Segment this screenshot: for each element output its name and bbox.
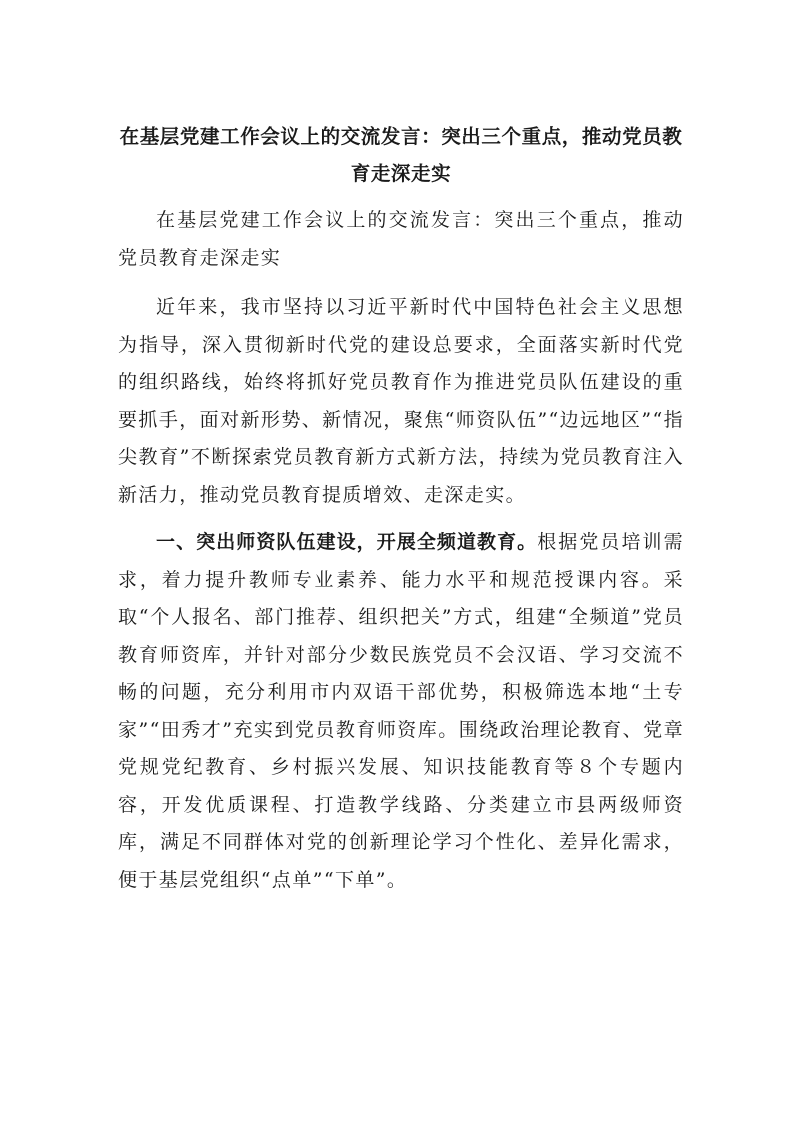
section-1-body: 根据党员培训需求，着力提升教师专业素养、能力水平和规范授课内容。采取“个人报名、部门推荐、组织把关”方式，组建“全频道”党员教育师资库，并针对部分少数民族党员不会汉语、学习交流不畅的问题，充分利用市内双语干部优势，积极筛选本地“土专家”“田秀才”充实到党员教育师资库。围绕政治理论教育、党章党规党纪教育、乡村振兴发展、知识技能教育等８个专题内容，开发优质课程、打造教学线路、分类建立市县两级师资库，满足不同群体对党的创新理论学习个性化、差异化需求，便于基层党组织“点单”“下单”。 xyxy=(118,531,684,891)
document-content xyxy=(118,118,684,899)
document-subtitle: 在基层党建工作会议上的交流发言：突出三个重点，推动党员教育走深走实 xyxy=(118,209,684,269)
document-title: 在基层党建工作会议上的交流发言：突出三个重点，推动党员教育走深走实 xyxy=(119,125,683,185)
section-1-heading: 一、突出师资队伍建设，开展全频道教育。 xyxy=(156,531,538,553)
section-1-paragraph xyxy=(118,524,684,899)
intro-paragraph: 近年来，我市坚持以习近平新时代中国特色社会主义思想为指导，深入贯彻新时代党的建设总要求，全面落实新时代党的组织路线，始终将抓好党员教育作为推进党员队伍建设的重要抓手，面对新形势、新情况，聚焦“师资队伍”“边远地区”“指尖教育”不断探索党员教育新方式新方法，持续为党员教育注入新活力，推动党员教育提质增效、走深走实。 xyxy=(118,296,684,506)
